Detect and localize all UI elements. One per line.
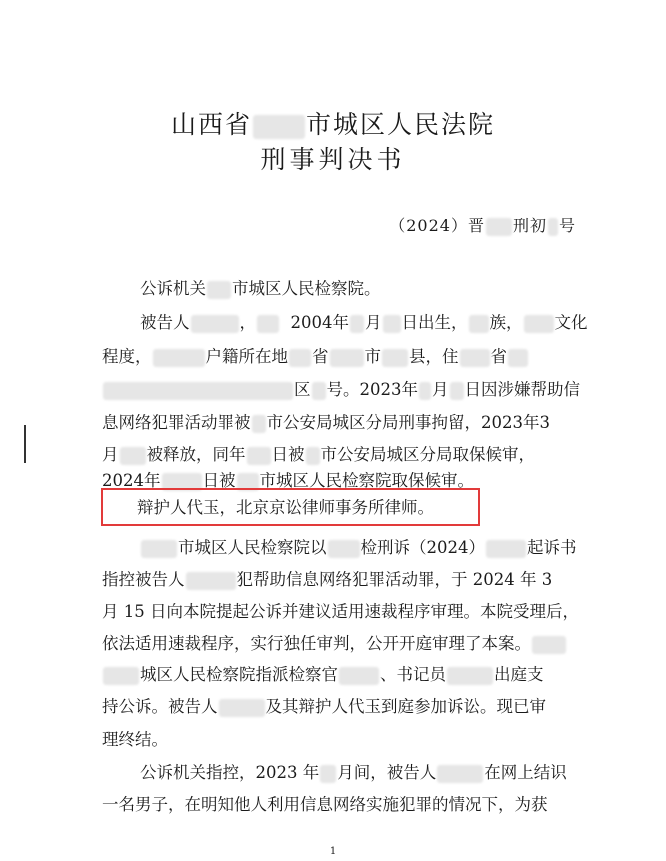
redaction: [252, 415, 266, 433]
text: 县，住: [409, 347, 459, 366]
defendant-line-4: [102, 412, 550, 434]
redaction: [450, 382, 464, 400]
redaction: [186, 572, 236, 590]
case-number-year: （2024）晋: [389, 216, 485, 235]
text: 检刑诉（2024）: [360, 538, 485, 557]
text: 月: [432, 380, 449, 399]
text: 在网上结识: [484, 763, 567, 782]
text: 月: [365, 313, 382, 332]
text: 2004年: [290, 313, 349, 332]
redaction: [191, 315, 239, 333]
text: 户籍所在地: [205, 347, 288, 366]
text: 程度，: [102, 347, 152, 366]
text: 及其辩护人代玉到庭参加诉讼。现已审: [265, 697, 546, 716]
redaction: [247, 447, 271, 465]
text: 族，: [489, 313, 523, 332]
text: 日出生，: [401, 313, 468, 332]
text: 起诉书: [527, 538, 577, 557]
redaction: [437, 765, 483, 783]
redaction: [253, 115, 305, 139]
redaction: [486, 540, 526, 558]
redaction: [508, 349, 528, 367]
page-number: 1: [329, 846, 337, 857]
indictment-line-7: 理终结。: [102, 730, 168, 749]
court-name: 市城区人民法院: [306, 110, 496, 139]
document-type: 刑事判决书: [260, 145, 406, 174]
redaction: [447, 667, 493, 685]
redaction: [382, 349, 408, 367]
redaction: [219, 699, 265, 717]
text: 文化: [554, 313, 588, 332]
indictment-line-3: 月 15 日向本院提起公诉并建议适用速裁程序审理。本院受理后，: [102, 602, 579, 621]
text: 号。2023年: [326, 380, 418, 399]
defendant-line-3: [102, 379, 580, 401]
text: 日因涉嫌帮助信: [464, 380, 580, 399]
scan-margin-mark: [24, 425, 26, 463]
redaction: [120, 447, 146, 465]
text: 依法适用速裁程序，实行独任审判，公开开庭审理了本案。: [102, 634, 531, 653]
prosecutor-line: [140, 278, 381, 300]
text: 月间，被告人: [337, 763, 437, 782]
redaction: [419, 382, 431, 400]
text: 、书记员: [380, 665, 446, 684]
text: ，: [239, 313, 256, 332]
redaction: [289, 349, 311, 367]
case-number-mid: 刑初: [512, 216, 547, 235]
redaction: [257, 315, 279, 333]
text: 区: [294, 380, 311, 399]
charge-line-2: 一名男子，在明知他人利用信息网络实施犯罪的情况下，为获: [102, 795, 548, 814]
text: 2024年: [102, 471, 161, 490]
text: 市城区人民检察院取保候审。: [259, 471, 474, 490]
text: 城区人民检察院指派检察官: [140, 665, 338, 684]
redaction: [486, 218, 512, 236]
redaction: [320, 765, 336, 783]
text: 被释放，同年: [146, 445, 246, 464]
court-title: [0, 110, 666, 140]
redaction: [524, 315, 554, 333]
redaction: [207, 281, 231, 299]
case-number-end: 号: [558, 216, 576, 235]
defendant-line-5: [102, 444, 535, 466]
text: 省: [312, 347, 329, 366]
redaction: [350, 315, 364, 333]
defender-line: 辩护人代玉，北京京讼律师事务所律师。: [137, 498, 434, 517]
redaction: [103, 667, 139, 685]
text: 市城区人民检察院以: [178, 538, 327, 557]
text: 月: [102, 445, 119, 464]
text: 被告人: [140, 313, 190, 332]
text: 日被: [202, 471, 236, 490]
redaction: [312, 382, 326, 400]
redaction: [141, 540, 177, 558]
text: 省: [490, 347, 507, 366]
redaction: [339, 667, 379, 685]
text: 出庭支: [494, 665, 544, 684]
redaction: [469, 315, 489, 333]
text: 市: [364, 347, 381, 366]
indictment-line-6: [102, 696, 546, 718]
indictment-line-2: [102, 569, 552, 591]
redaction: [532, 636, 566, 654]
text: 日被: [271, 445, 305, 464]
text: 市公安局城区分局取保候审，: [320, 445, 535, 464]
redaction: [330, 349, 364, 367]
redaction: [383, 315, 401, 333]
redaction: [328, 540, 360, 558]
case-number: [389, 213, 576, 236]
redaction: [548, 218, 558, 236]
redaction: [153, 349, 205, 367]
text: 市公安局城区分局刑事拘留，2023年3: [266, 413, 550, 432]
defendant-line-2: [102, 346, 529, 368]
indictment-line-1: [140, 537, 577, 559]
court-province: 山西省: [170, 110, 252, 139]
redaction: [306, 447, 320, 465]
text: 市城区人民检察院。: [232, 279, 381, 298]
indictment-line-4: [102, 633, 567, 655]
text: 公诉机关指控，2023 年: [140, 763, 320, 782]
text: 犯帮助信息网络犯罪活动罪，于 2024 年 3: [236, 570, 553, 589]
indictment-line-5: [102, 664, 544, 686]
defendant-line-1: [140, 312, 588, 334]
text: 公诉机关: [140, 279, 206, 298]
redaction: [103, 382, 293, 400]
redaction: [460, 349, 490, 367]
text: 息网络犯罪活动罪被: [102, 413, 251, 432]
charge-line-1: [140, 762, 567, 784]
text: 指控被告人: [102, 570, 185, 589]
text: 持公诉。被告人: [102, 697, 218, 716]
